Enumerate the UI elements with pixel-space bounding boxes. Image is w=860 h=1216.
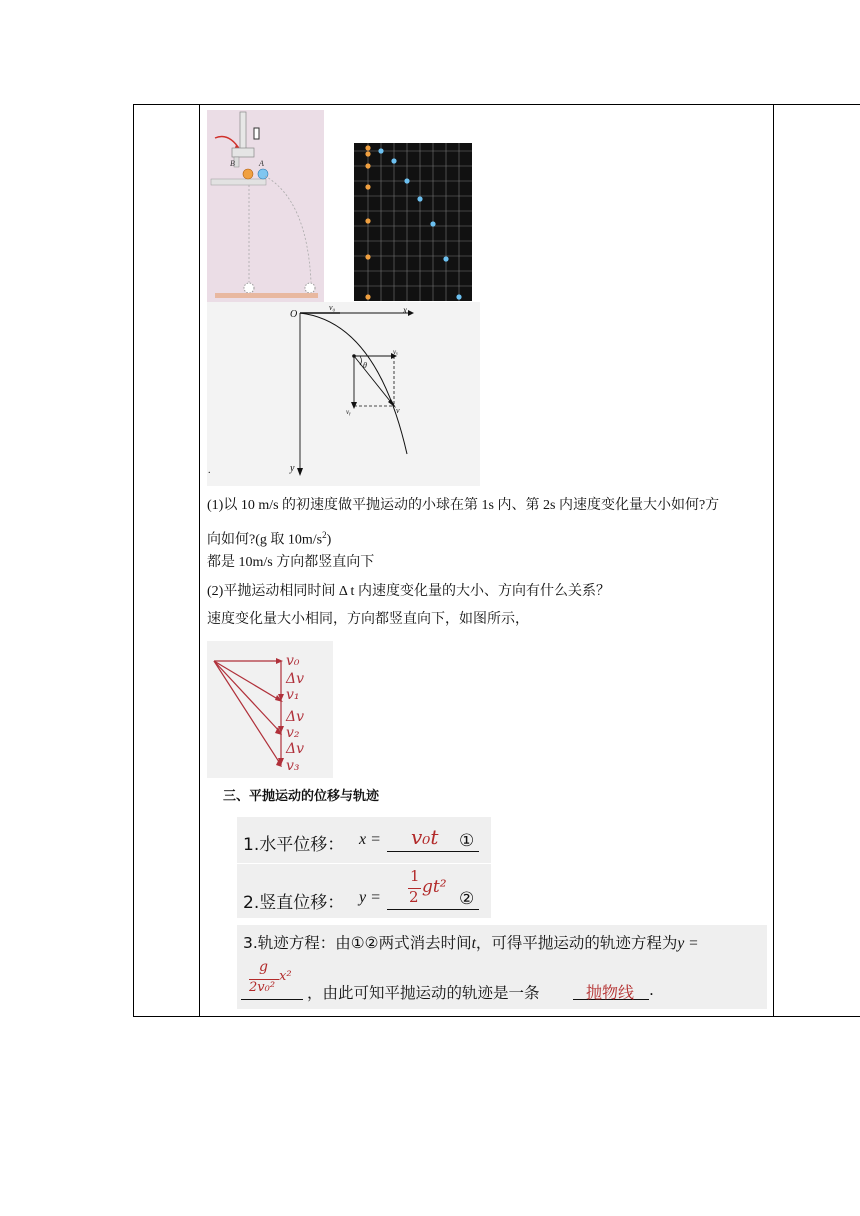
svg-text:vᵧ: vᵧ xyxy=(346,408,351,416)
item1-answer: v₀t xyxy=(411,825,439,849)
item2-var: y = xyxy=(359,889,381,906)
svg-text:B: B xyxy=(230,159,235,168)
svg-text:θ: θ xyxy=(363,361,367,370)
svg-text:A: A xyxy=(259,159,264,168)
q2-answer: 速度变化量大小相同，方向都竖直向下，如图所示， xyxy=(207,612,529,627)
item2-circle: ② xyxy=(459,889,475,909)
svg-text:v₁: v₁ xyxy=(286,687,300,703)
q1-line2-superscript: 2 xyxy=(322,530,327,540)
svg-text:v: v xyxy=(396,406,400,415)
item2-answer: gt² xyxy=(422,877,447,897)
item3-denominator: 2v₀² xyxy=(249,980,276,995)
section-heading: 三、平抛运动的位移与轨迹 xyxy=(223,789,380,804)
svg-text:v₃: v₃ xyxy=(286,758,300,774)
q1-line2-text: 向如何?(g 取 10m/s xyxy=(207,532,323,548)
item1-circle: ① xyxy=(459,831,475,851)
item2-blank-line xyxy=(387,909,479,910)
item2-numerator: 1 xyxy=(410,867,420,885)
item1-var: x = xyxy=(359,831,381,848)
item3-answer: 抛物线 xyxy=(586,983,635,1002)
item3-numerator: g xyxy=(259,959,268,975)
q1-line2-close: ) xyxy=(326,532,332,548)
svg-text:x: x xyxy=(403,305,407,315)
strobe-photo-figure xyxy=(354,143,472,301)
item2-label: 2.竖直位移： xyxy=(243,893,345,913)
horizontal-displacement-box xyxy=(237,817,491,863)
table-col-divider-1 xyxy=(199,104,200,1017)
q1-line1: (1)以 10 m/s 的初速度做平抛运动的小球在第 1s 内、第 2s 内速度变化量大小如何?方 xyxy=(207,498,720,513)
item3-text2: ，可得平抛运动的轨迹方程为 xyxy=(475,934,678,952)
item3-blank-line-1 xyxy=(241,999,303,1000)
table-col-divider-2 xyxy=(773,104,774,1017)
svg-text:v₀: v₀ xyxy=(286,653,300,669)
trajectory-figure xyxy=(207,302,480,486)
item1-label: 1.水平位移： xyxy=(243,835,345,855)
svg-text:v₂: v₂ xyxy=(286,725,300,741)
svg-text:O: O xyxy=(290,309,298,320)
q1-line2 xyxy=(207,525,331,551)
svg-text:vₓ: vₓ xyxy=(393,348,399,356)
apparatus-figure xyxy=(207,110,324,302)
item3-text1: 3.轨迹方程：由①②两式消去时间 xyxy=(243,934,472,952)
svg-text:Δv: Δv xyxy=(286,671,305,687)
item1-blank-line xyxy=(387,851,479,852)
svg-text:.: . xyxy=(208,465,211,476)
item3-end: . xyxy=(649,981,654,999)
table-left-border xyxy=(133,104,134,1017)
q1-answer: 都是 10m/s 方向都竖直向下 xyxy=(207,555,375,570)
item3-line1 xyxy=(243,931,699,953)
trajectory-equation-box xyxy=(237,925,767,1009)
item2-denominator: 2 xyxy=(409,888,419,906)
table-top-border xyxy=(133,104,860,105)
item3-x2: x² xyxy=(279,969,292,984)
q2-question: (2)平抛运动相同时间 Δ t 内速度变化量的大小、方向有什么关系？ xyxy=(207,584,610,599)
item3-text3: ，由此可知平抛运动的轨迹是一条 xyxy=(307,984,540,1002)
velocity-vector-figure xyxy=(207,641,333,778)
vertical-displacement-box xyxy=(237,864,491,918)
svg-text:v₀: v₀ xyxy=(329,303,336,312)
item3-t: t xyxy=(471,935,476,952)
svg-text:y: y xyxy=(290,463,295,474)
item3-y: y = xyxy=(677,935,699,952)
svg-text:Δv: Δv xyxy=(286,741,305,757)
table-bottom-border xyxy=(133,1016,860,1017)
svg-text:Δv: Δv xyxy=(286,709,305,725)
